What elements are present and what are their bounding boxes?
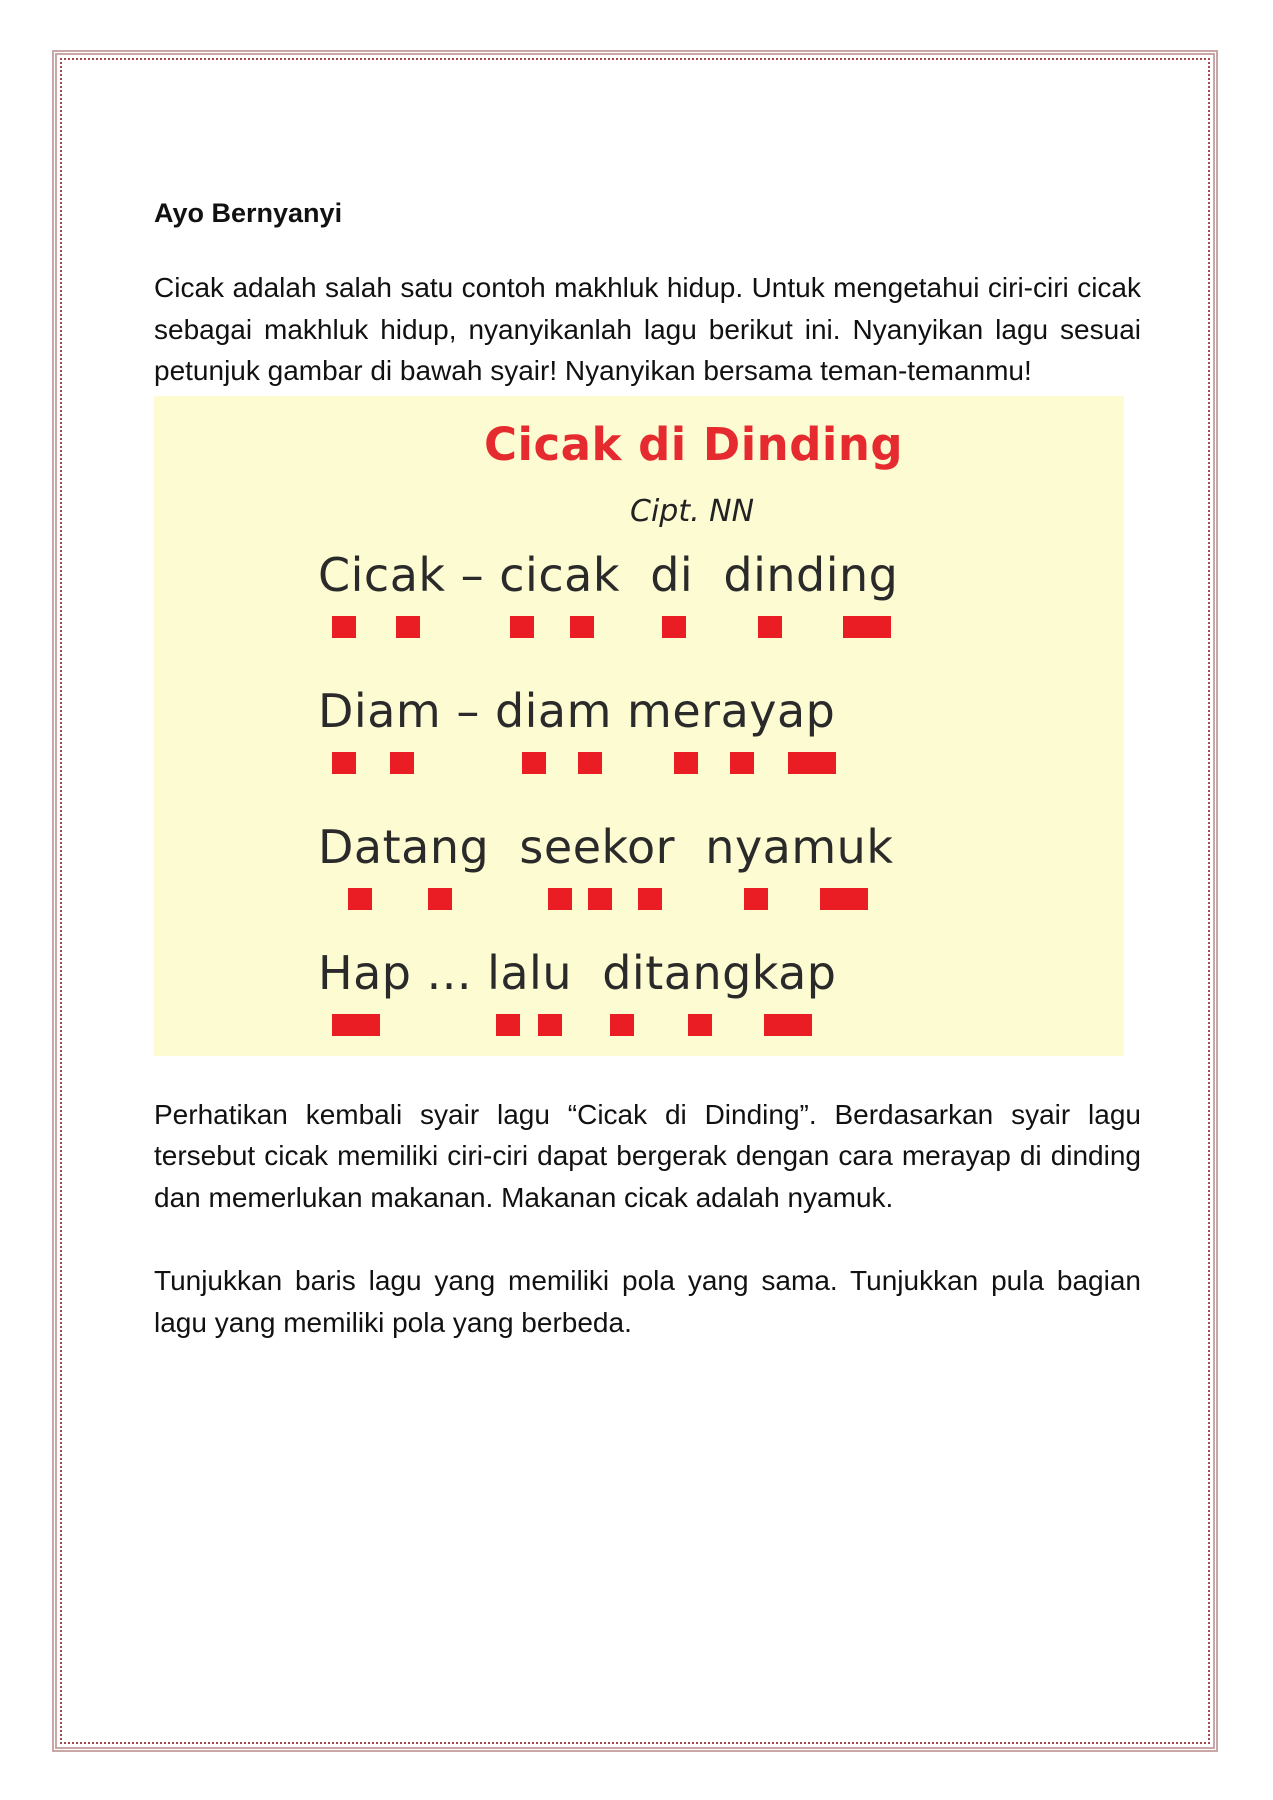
lyric-line-3: Datang seekor nyamuk — [318, 819, 894, 874]
lyric-line-1: Cicak – cicak di dinding — [318, 547, 899, 602]
beat-mark — [396, 616, 420, 638]
beat-mark — [662, 616, 686, 638]
beat-mark-long — [764, 1014, 812, 1036]
beat-mark — [538, 1014, 562, 1036]
beat-mark — [578, 752, 602, 774]
page-heading: Ayo Bernyanyi — [154, 198, 343, 228]
task-paragraph: Tunjukkan baris lagu yang memiliki pola yang sama. Tunjukkan pula bagian lagu yang memiliki pola yang berbeda. — [154, 1265, 1141, 1338]
beat-mark — [510, 616, 534, 638]
beat-mark — [674, 752, 698, 774]
beat-mark — [522, 752, 546, 774]
beat-mark — [332, 752, 356, 774]
beat-mark — [688, 1014, 712, 1036]
document-body — [154, 198, 1141, 1343]
beat-mark — [348, 888, 372, 910]
beat-mark — [638, 888, 662, 910]
beat-mark-long — [332, 1014, 380, 1036]
beat-mark-long — [788, 752, 836, 774]
song-illustration — [154, 396, 1124, 1056]
beat-mark — [610, 1014, 634, 1036]
beat-mark-long — [843, 616, 891, 638]
beat-mark — [548, 888, 572, 910]
explanation-paragraph: Perhatikan kembali syair lagu “Cicak di Dinding”. Berdasarkan syair lagu tersebut cicak memiliki ciri-ciri dapat bergerak dengan cara merayap di dinding dan memerlukan makanan. Makanan cicak adalah nyamuk. — [154, 1098, 1141, 1213]
beat-mark — [588, 888, 612, 910]
beat-mark — [758, 616, 782, 638]
beat-mark — [428, 888, 452, 910]
lyric-line-4: Hap ... lalu ditangkap — [318, 945, 837, 1000]
beat-mark — [332, 616, 356, 638]
intro-paragraph: Cicak adalah salah satu contoh makhluk hidup. Untuk mengetahui ciri-ciri cicak sebagai makhluk hidup, nyanyikanlah lagu berikut ini. Nyanyikan lagu sesuai petunjuk gambar di bawah syair! Nyanyikan bersama teman-temanmu! — [154, 272, 1141, 386]
beat-mark — [730, 752, 754, 774]
beat-mark-long — [820, 888, 868, 910]
song-title — [484, 418, 903, 471]
beat-mark — [390, 752, 414, 774]
song-title-text: Cicak di Dinding — [484, 417, 904, 471]
beat-mark — [744, 888, 768, 910]
beat-mark — [570, 616, 594, 638]
beat-mark — [496, 1014, 520, 1036]
lyric-line-2: Diam – diam merayap — [318, 683, 836, 738]
song-author: Cipt. NN — [630, 493, 755, 529]
